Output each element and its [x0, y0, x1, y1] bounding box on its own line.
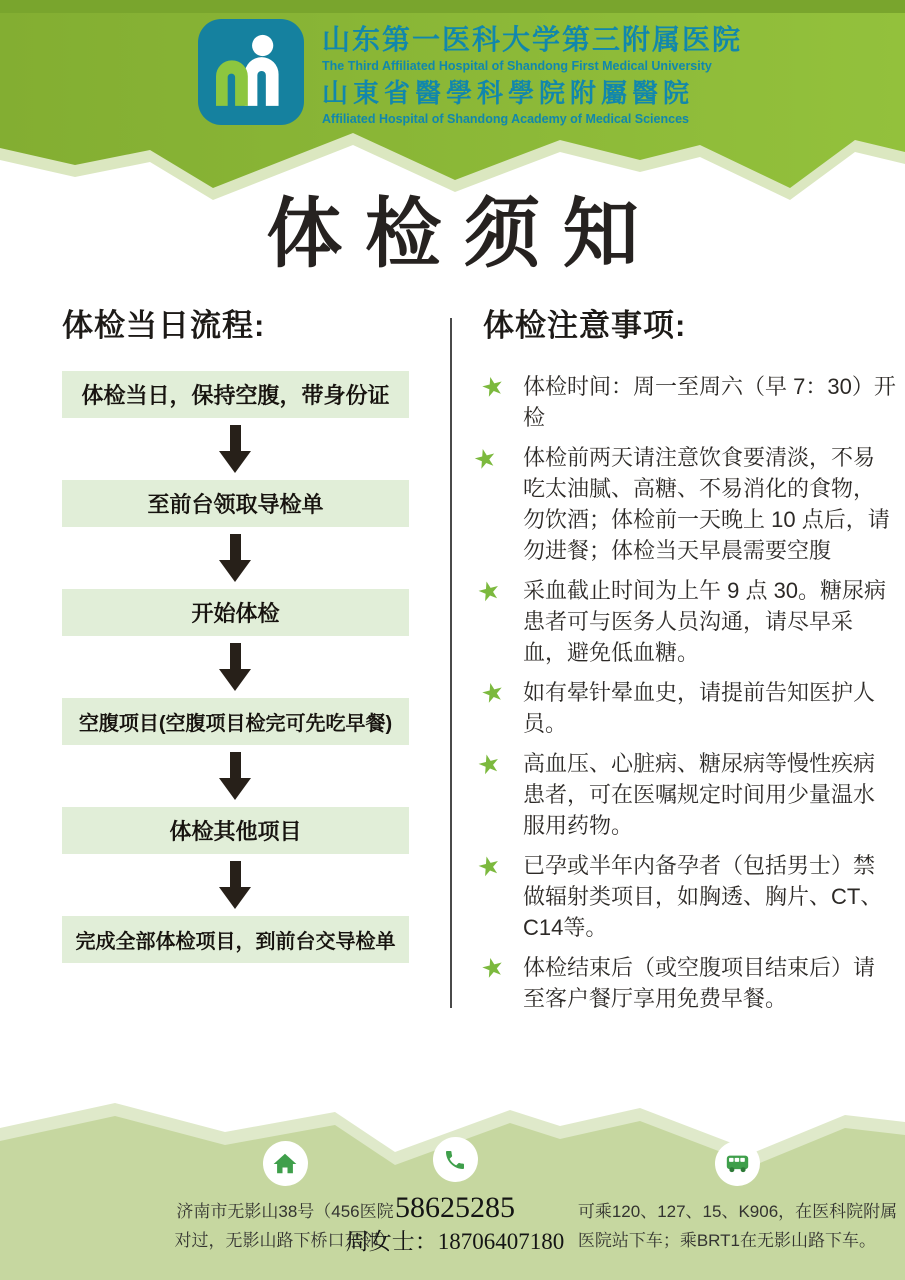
flow-step-2: 至前台领取导检单 — [62, 480, 409, 527]
note-item-5 — [473, 746, 896, 841]
note-item-3 — [473, 573, 896, 668]
phone-icon-circle — [433, 1137, 478, 1182]
page-title: 体检须知 — [266, 192, 662, 277]
note-item-1 — [477, 369, 896, 433]
flow-step-4: 空腹项目(空腹项目检完可先吃早餐) — [62, 698, 409, 745]
star-icon: ★ — [477, 369, 508, 404]
flow-heading: 体检当日流程: — [62, 308, 266, 343]
hospital-name-cn-traditional: 山東省醫學科學院附屬醫院 — [322, 78, 695, 108]
header-top-strip — [0, 0, 905, 13]
flow-step-1: 体检当日，保持空腹，带身份证 — [62, 371, 409, 418]
star-icon: ★ — [477, 675, 508, 710]
bus-icon-circle — [715, 1141, 760, 1186]
note-text: 如有晕针晕血史，请提前告知医护人员。 — [523, 680, 876, 736]
note-text: 已孕或半年内备孕者（包括男士）禁做辐射类项目，如胸透、胸片、CT、C14等。 — [523, 853, 883, 940]
note-item-2 — [470, 441, 896, 566]
footer-phone-block — [340, 1137, 570, 1258]
hospital-name-cn: 山东第一医科大学第三附属医院 — [322, 24, 743, 55]
note-text: 体检前两天请注意饮食要清淡，不易吃太油腻、高糖、不易消化的食物，勿饮酒；体检前一天晚上 10 点后，请勿进餐；体检当天早晨需要空腹 — [523, 445, 890, 563]
bus-routes-text — [578, 1197, 897, 1255]
down-arrow-icon — [230, 752, 241, 778]
flow-step-6: 完成全部体检项目，到前台交导检单 — [62, 916, 409, 963]
arrow-wrap-5 — [62, 854, 409, 916]
note-item-7 — [477, 950, 896, 1014]
star-icon: ★ — [477, 950, 508, 985]
bus-line-1: 可乘120、127、15、K906，在医科院附属 — [577, 1202, 898, 1221]
down-arrow-icon — [230, 425, 241, 451]
arrow-wrap-2 — [62, 527, 409, 589]
exam-notes-section — [470, 300, 896, 1023]
bus-line-2: 医院站下车；乘BRT1在无影山路下车。 — [577, 1231, 876, 1250]
note-item-6 — [473, 848, 896, 943]
home-icon — [272, 1151, 298, 1177]
phone-icon — [443, 1148, 467, 1172]
column-divider — [450, 318, 452, 1008]
phone-number-main: 58625285 — [395, 1191, 515, 1224]
star-icon: ★ — [473, 848, 504, 884]
note-text: 高血压、心脏病、糖尿病等慢性疾病患者，可在医嘱规定时间用少量温水服用药物。 — [523, 751, 876, 838]
bus-icon — [724, 1150, 751, 1177]
star-icon: ★ — [473, 573, 504, 609]
hospital-name-block — [322, 22, 762, 128]
exam-day-flow-section — [62, 300, 409, 963]
note-text: 体检结束后（或空腹项目结束后）请至客户餐厅享用免费早餐。 — [523, 955, 876, 1011]
star-icon: ★ — [473, 746, 504, 782]
notes-list — [470, 369, 896, 1014]
phone-contact-person: 周女士：18706407180 — [345, 1229, 565, 1254]
flow-step-3: 开始体检 — [62, 589, 409, 636]
arrow-wrap-1 — [62, 418, 409, 480]
address-line-2: 对过，无影山路下桥口东邻） — [174, 1231, 396, 1250]
hospital-logo — [198, 19, 304, 125]
note-text: 体检时间：周一至周六（早 7：30）开检 — [523, 374, 896, 430]
footer-bus-block — [575, 1141, 900, 1255]
down-arrow-icon — [230, 861, 241, 887]
star-icon: ★ — [470, 441, 501, 476]
down-arrow-icon — [230, 643, 241, 669]
arrow-wrap-4 — [62, 745, 409, 807]
hospital-name-en-2: Affiliated Hospital of Shandong Academy of Medical Sciences — [322, 112, 689, 126]
flowchart — [62, 371, 409, 963]
down-arrow-icon — [230, 534, 241, 560]
notes-heading: 体检注意事项: — [483, 308, 687, 343]
note-item-4 — [477, 675, 896, 739]
note-text: 采血截止时间为上午 9 点 30。糖尿病患者可与医务人员沟通，请尽早采血，避免低血糖。 — [523, 578, 887, 665]
address-line-1: 济南市无影山38号（456医院 — [176, 1202, 394, 1221]
arrow-wrap-3 — [62, 636, 409, 698]
home-icon-circle — [263, 1141, 308, 1186]
hospital-name-en: The Third Affiliated Hospital of Shandong First Medical University — [322, 59, 712, 73]
flow-step-5: 体检其他项目 — [62, 807, 409, 854]
